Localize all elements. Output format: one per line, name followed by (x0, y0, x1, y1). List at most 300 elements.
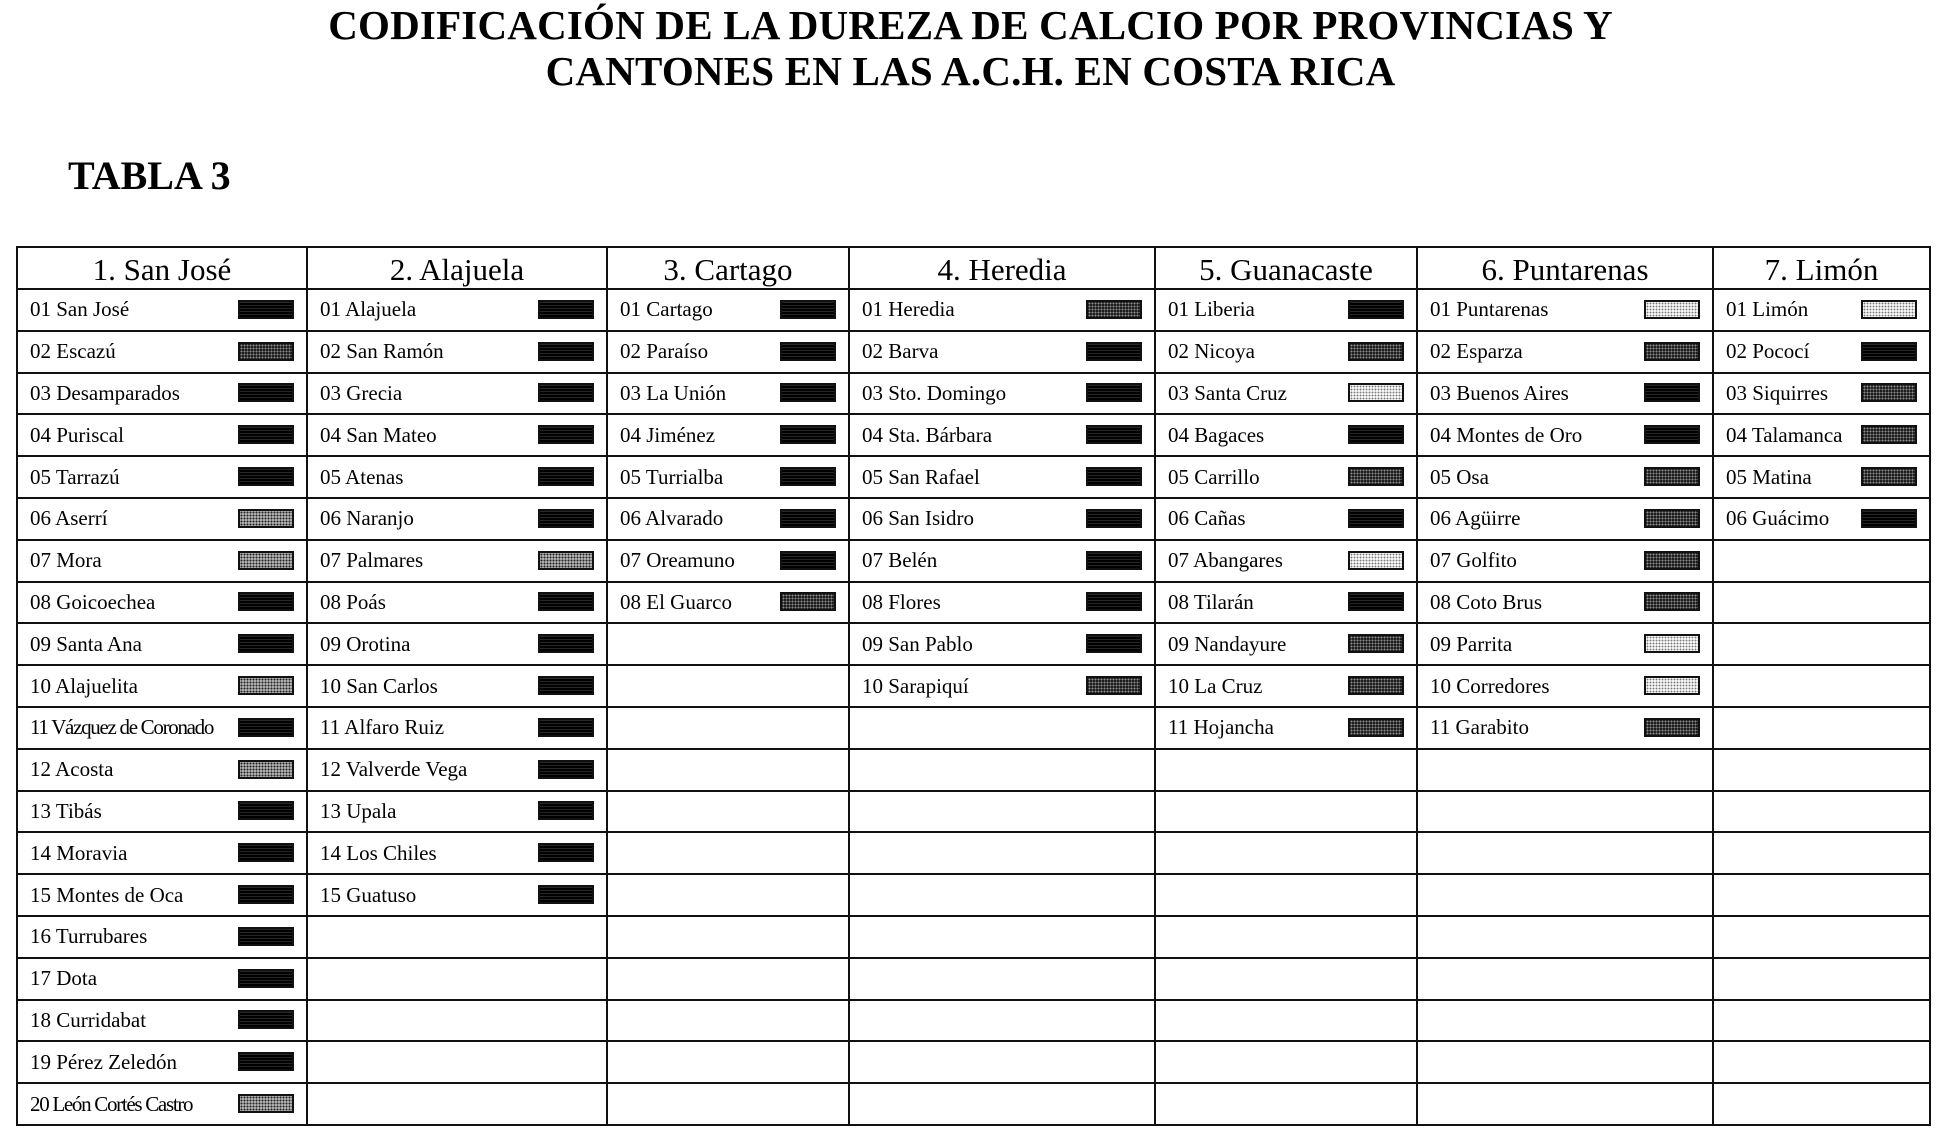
canton-row (18, 499, 306, 541)
province-header: 5. Guanacaste (1156, 248, 1416, 290)
canton-name: 05 San Rafael (862, 464, 980, 489)
province-header: 7. Limón (1714, 248, 1929, 290)
canton-row (1156, 666, 1416, 708)
canton-name: 09 Nandayure (1168, 631, 1287, 656)
canton-name: 07 Golfito (1430, 548, 1517, 573)
canton-row (1156, 833, 1416, 875)
canton-row (308, 457, 606, 499)
hardness-code-swatch (1348, 342, 1404, 361)
canton-row (1156, 708, 1416, 750)
hardness-code-swatch (238, 592, 294, 611)
hardness-code-swatch (238, 843, 294, 862)
hardness-code-swatch (780, 383, 836, 402)
canton-name: 12 Acosta (30, 757, 114, 782)
canton-name: 08 Tilarán (1168, 589, 1254, 614)
canton-row (18, 666, 306, 708)
hardness-code-swatch (1086, 467, 1142, 486)
hardness-code-swatch (238, 551, 294, 570)
canton-row (1714, 583, 1929, 625)
canton-row (308, 917, 606, 959)
canton-row (1156, 1001, 1416, 1043)
canton-row (1156, 959, 1416, 1001)
canton-row (1156, 1042, 1416, 1084)
canton-name: 08 Flores (862, 589, 941, 614)
canton-name: 01 Liberia (1168, 297, 1255, 322)
canton-row (1156, 875, 1416, 917)
canton-name: 11 Vázquez de Coronado (30, 715, 214, 740)
hardness-code-swatch (238, 718, 294, 737)
canton-name: 07 Mora (30, 548, 102, 573)
canton-row (608, 332, 848, 374)
canton-row (1156, 290, 1416, 332)
hardness-code-swatch (538, 843, 594, 862)
hardness-code-swatch (1348, 467, 1404, 486)
canton-name: 06 Aserrí (30, 506, 108, 531)
hardness-code-swatch (538, 383, 594, 402)
canton-name: 05 Osa (1430, 464, 1489, 489)
hardness-code-swatch (1644, 509, 1700, 528)
canton-name: 13 Tibás (30, 798, 102, 823)
canton-row (1418, 624, 1712, 666)
canton-row (608, 792, 848, 834)
canton-row (850, 917, 1154, 959)
hardness-code-swatch (538, 425, 594, 444)
canton-row (608, 374, 848, 416)
canton-row (608, 750, 848, 792)
canton-row (1156, 415, 1416, 457)
canton-name: 03 Grecia (320, 380, 403, 405)
hardness-code-swatch (780, 425, 836, 444)
canton-name: 15 Montes de Oca (30, 882, 184, 907)
canton-row (608, 666, 848, 708)
hardness-code-swatch (1644, 383, 1700, 402)
canton-row (608, 290, 848, 332)
canton-row (850, 624, 1154, 666)
canton-name: 19 Pérez Zeledón (30, 1049, 177, 1074)
canton-row (608, 499, 848, 541)
canton-row (308, 1001, 606, 1043)
canton-name: 08 El Guarco (620, 589, 732, 614)
canton-row (850, 1084, 1154, 1124)
canton-row (1156, 541, 1416, 583)
canton-row (1418, 457, 1712, 499)
canton-row (608, 708, 848, 750)
canton-name: 20 León Cortés Castro (30, 1091, 193, 1116)
canton-row (608, 959, 848, 1001)
hardness-code-swatch (538, 509, 594, 528)
canton-row (18, 583, 306, 625)
hardness-code-swatch (780, 592, 836, 611)
canton-row (608, 1084, 848, 1124)
canton-row (608, 917, 848, 959)
canton-row (1418, 833, 1712, 875)
hardness-code-swatch (1644, 634, 1700, 653)
canton-name: 03 Buenos Aires (1430, 380, 1569, 405)
canton-row (1714, 708, 1929, 750)
canton-name: 04 Jiménez (620, 422, 716, 447)
canton-name: 01 Puntarenas (1430, 297, 1549, 322)
hardness-code-swatch (538, 467, 594, 486)
canton-name: 11 Hojancha (1168, 715, 1274, 740)
canton-row (1418, 332, 1712, 374)
hardness-code-swatch (1348, 509, 1404, 528)
canton-name: 02 Barva (862, 339, 939, 364)
canton-row (308, 959, 606, 1001)
canton-row (308, 1042, 606, 1084)
hardness-code-swatch (238, 1010, 294, 1029)
table-label: TABLA 3 (68, 153, 231, 198)
canton-name: 05 Matina (1726, 464, 1812, 489)
canton-name: 01 Heredia (862, 297, 955, 322)
canton-row (850, 959, 1154, 1001)
canton-row (18, 1042, 306, 1084)
canton-name: 07 Palmares (320, 548, 424, 573)
canton-row (18, 290, 306, 332)
hardness-code-swatch (238, 885, 294, 904)
canton-row (1714, 374, 1929, 416)
canton-row (1714, 666, 1929, 708)
canton-row (308, 833, 606, 875)
canton-row (1714, 290, 1929, 332)
canton-row (18, 541, 306, 583)
hardness-code-table (16, 246, 1931, 1126)
canton-name: 03 Santa Cruz (1168, 380, 1287, 405)
canton-name: 04 San Mateo (320, 422, 437, 447)
province-header: 4. Heredia (850, 248, 1154, 290)
canton-row (18, 708, 306, 750)
canton-name: 01 Alajuela (320, 297, 417, 322)
hardness-code-swatch (1086, 509, 1142, 528)
canton-row (1714, 332, 1929, 374)
canton-row (1714, 457, 1929, 499)
canton-row (1714, 1042, 1929, 1084)
canton-name: 05 Atenas (320, 464, 404, 489)
canton-row (850, 290, 1154, 332)
canton-name: 13 Upala (320, 798, 397, 823)
canton-row (308, 750, 606, 792)
canton-name: 12 Valverde Vega (320, 757, 468, 782)
province-header: 2. Alajuela (308, 248, 606, 290)
canton-row (1156, 374, 1416, 416)
canton-row (18, 875, 306, 917)
hardness-code-swatch (538, 760, 594, 779)
title-line-1: CODIFICACIÓN DE LA DUREZA DE CALCIO POR PROVINCIAS Y (328, 2, 1613, 48)
canton-name: 04 Bagaces (1168, 422, 1265, 447)
canton-row (1714, 499, 1929, 541)
canton-name: 06 Naranjo (320, 506, 414, 531)
canton-row (1714, 750, 1929, 792)
hardness-code-swatch (1861, 300, 1917, 319)
hardness-code-swatch (538, 592, 594, 611)
province-column (848, 248, 1154, 1124)
canton-row (308, 875, 606, 917)
canton-row (1714, 1001, 1929, 1043)
canton-row (18, 792, 306, 834)
province-header: 6. Puntarenas (1418, 248, 1712, 290)
hardness-code-swatch (1086, 342, 1142, 361)
canton-row (308, 583, 606, 625)
hardness-code-swatch (238, 927, 294, 946)
canton-row (1714, 959, 1929, 1001)
hardness-code-swatch (238, 676, 294, 695)
canton-row (18, 917, 306, 959)
canton-row (1418, 290, 1712, 332)
hardness-code-swatch (1644, 425, 1700, 444)
canton-name: 02 Paraíso (620, 339, 709, 364)
hardness-code-swatch (538, 342, 594, 361)
hardness-code-swatch (1086, 592, 1142, 611)
hardness-code-swatch (1644, 300, 1700, 319)
hardness-code-swatch (238, 634, 294, 653)
canton-name: 03 Desamparados (30, 380, 180, 405)
province-column (1154, 248, 1416, 1124)
canton-row (850, 750, 1154, 792)
canton-row (1714, 624, 1929, 666)
canton-row (308, 792, 606, 834)
canton-row (608, 457, 848, 499)
province-column (18, 248, 306, 1124)
canton-name: 11 Garabito (1430, 715, 1529, 740)
hardness-code-swatch (238, 509, 294, 528)
hardness-code-swatch (780, 551, 836, 570)
canton-name: 04 Montes de Oro (1430, 422, 1583, 447)
hardness-code-swatch (1348, 300, 1404, 319)
hardness-code-swatch (1348, 676, 1404, 695)
canton-row (608, 1001, 848, 1043)
canton-name: 03 Siquirres (1726, 380, 1829, 405)
canton-name: 02 San Ramón (320, 339, 444, 364)
hardness-code-swatch (538, 300, 594, 319)
hardness-code-swatch (780, 342, 836, 361)
canton-row (608, 541, 848, 583)
canton-name: 05 Carrillo (1168, 464, 1260, 489)
canton-name: 10 La Cruz (1168, 673, 1263, 698)
canton-name: 04 Puriscal (30, 422, 124, 447)
canton-name: 10 Sarapiquí (862, 673, 969, 698)
canton-row (1156, 332, 1416, 374)
hardness-code-swatch (1644, 718, 1700, 737)
title-line-2: CANTONES EN LAS A.C.H. EN COSTA RICA (545, 48, 1396, 94)
hardness-code-swatch (1644, 676, 1700, 695)
canton-name: 09 Orotina (320, 631, 411, 656)
canton-name: 06 Alvarado (620, 506, 724, 531)
hardness-code-swatch (238, 1094, 294, 1113)
canton-row (608, 1042, 848, 1084)
hardness-code-swatch (1861, 342, 1917, 361)
canton-name: 05 Turrialba (620, 464, 724, 489)
canton-row (1418, 415, 1712, 457)
hardness-code-swatch (1086, 383, 1142, 402)
hardness-code-swatch (1644, 592, 1700, 611)
canton-row (18, 1001, 306, 1043)
canton-row (1418, 917, 1712, 959)
hardness-code-swatch (238, 1052, 294, 1071)
canton-row (1714, 1084, 1929, 1124)
canton-row (308, 624, 606, 666)
hardness-code-swatch (1086, 300, 1142, 319)
canton-row (1156, 624, 1416, 666)
canton-name: 03 La Unión (620, 380, 727, 405)
canton-name: 07 Abangares (1168, 548, 1283, 573)
canton-name: 01 Cartago (620, 297, 713, 322)
canton-row (18, 415, 306, 457)
province-header: 3. Cartago (608, 248, 848, 290)
canton-name: 18 Curridabat (30, 1007, 147, 1032)
canton-row (18, 959, 306, 1001)
canton-row (608, 415, 848, 457)
canton-row (850, 1001, 1154, 1043)
canton-row (1418, 541, 1712, 583)
canton-name: 01 San José (30, 297, 130, 322)
hardness-code-swatch (238, 300, 294, 319)
canton-row (1156, 457, 1416, 499)
canton-name: 02 Pococí (1726, 339, 1810, 364)
hardness-code-swatch (1086, 676, 1142, 695)
canton-row (308, 374, 606, 416)
canton-row (850, 666, 1154, 708)
canton-row (850, 583, 1154, 625)
canton-row (1418, 792, 1712, 834)
hardness-code-swatch (538, 551, 594, 570)
canton-row (308, 332, 606, 374)
canton-name: 07 Oreamuno (620, 548, 735, 573)
hardness-code-swatch (538, 634, 594, 653)
canton-row (1418, 666, 1712, 708)
canton-name: 06 Guácimo (1726, 506, 1830, 531)
province-column (1416, 248, 1712, 1124)
canton-name: 03 Sto. Domingo (862, 380, 1007, 405)
hardness-code-swatch (1348, 718, 1404, 737)
canton-row (850, 833, 1154, 875)
hardness-code-swatch (238, 760, 294, 779)
canton-name: 04 Talamanca (1726, 422, 1843, 447)
canton-row (1418, 750, 1712, 792)
canton-row (1714, 541, 1929, 583)
canton-row (850, 792, 1154, 834)
canton-name: 07 Belén (862, 548, 938, 573)
hardness-code-swatch (1644, 551, 1700, 570)
canton-row (1418, 1084, 1712, 1124)
province-column (1712, 248, 1929, 1124)
canton-row (850, 541, 1154, 583)
canton-row (1418, 1042, 1712, 1084)
canton-name: 08 Poás (320, 589, 386, 614)
hardness-code-swatch (1086, 551, 1142, 570)
province-header: 1. San José (18, 248, 306, 290)
canton-row (608, 833, 848, 875)
hardness-code-swatch (1086, 425, 1142, 444)
hardness-code-swatch (238, 801, 294, 820)
canton-row (18, 624, 306, 666)
hardness-code-swatch (1348, 383, 1404, 402)
canton-row (850, 457, 1154, 499)
hardness-code-swatch (538, 885, 594, 904)
canton-row (1156, 1084, 1416, 1124)
canton-row (1714, 875, 1929, 917)
hardness-code-swatch (238, 969, 294, 988)
canton-row (1418, 499, 1712, 541)
canton-row (308, 1084, 606, 1124)
canton-row (850, 708, 1154, 750)
canton-name: 09 San Pablo (862, 631, 973, 656)
canton-name: 08 Coto Brus (1430, 589, 1543, 614)
canton-name: 08 Goicoechea (30, 589, 156, 614)
hardness-code-swatch (1348, 634, 1404, 653)
canton-row (1156, 917, 1416, 959)
canton-name: 06 San Isidro (862, 506, 974, 531)
canton-row (1418, 708, 1712, 750)
canton-row (308, 499, 606, 541)
canton-name: 02 Escazú (30, 339, 116, 364)
canton-row (850, 499, 1154, 541)
canton-row (850, 374, 1154, 416)
hardness-code-swatch (1644, 342, 1700, 361)
hardness-code-swatch (238, 383, 294, 402)
province-column (606, 248, 848, 1124)
canton-row (18, 332, 306, 374)
canton-row (308, 415, 606, 457)
hardness-code-swatch (1861, 383, 1917, 402)
canton-name: 09 Santa Ana (30, 631, 142, 656)
canton-row (1418, 374, 1712, 416)
hardness-code-swatch (1861, 467, 1917, 486)
hardness-code-swatch (238, 425, 294, 444)
hardness-code-swatch (780, 467, 836, 486)
canton-row (1418, 1001, 1712, 1043)
canton-row (18, 833, 306, 875)
hardness-code-swatch (538, 718, 594, 737)
canton-row (1156, 750, 1416, 792)
canton-row (1156, 792, 1416, 834)
canton-name: 04 Sta. Bárbara (862, 422, 993, 447)
canton-name: 14 Los Chiles (320, 840, 437, 865)
canton-row (308, 666, 606, 708)
canton-row (1418, 875, 1712, 917)
canton-row (18, 374, 306, 416)
hardness-code-swatch (538, 801, 594, 820)
canton-row (1714, 792, 1929, 834)
hardness-code-swatch (1644, 467, 1700, 486)
hardness-code-swatch (1348, 592, 1404, 611)
canton-name: 06 Agüirre (1430, 506, 1521, 531)
canton-name: 09 Parrita (1430, 631, 1513, 656)
canton-row (1156, 583, 1416, 625)
hardness-code-swatch (780, 300, 836, 319)
canton-name: 10 San Carlos (320, 673, 438, 698)
canton-name: 14 Moravia (30, 840, 128, 865)
canton-name: 10 Alajuelita (30, 673, 138, 698)
canton-name: 17 Dota (30, 966, 98, 991)
canton-row (608, 875, 848, 917)
canton-row (308, 708, 606, 750)
canton-name: 16 Turrubares (30, 924, 148, 949)
canton-name: 10 Corredores (1430, 673, 1550, 698)
canton-name: 06 Cañas (1168, 506, 1246, 531)
canton-name: 15 Guatuso (320, 882, 417, 907)
hardness-code-swatch (1861, 509, 1917, 528)
canton-row (1714, 415, 1929, 457)
canton-row (850, 332, 1154, 374)
canton-row (608, 624, 848, 666)
canton-row (1156, 499, 1416, 541)
hardness-code-swatch (1348, 551, 1404, 570)
hardness-code-swatch (780, 509, 836, 528)
hardness-code-swatch (1348, 425, 1404, 444)
canton-row (850, 415, 1154, 457)
hardness-code-swatch (238, 342, 294, 361)
canton-name: 05 Tarrazú (30, 464, 120, 489)
canton-row (18, 750, 306, 792)
